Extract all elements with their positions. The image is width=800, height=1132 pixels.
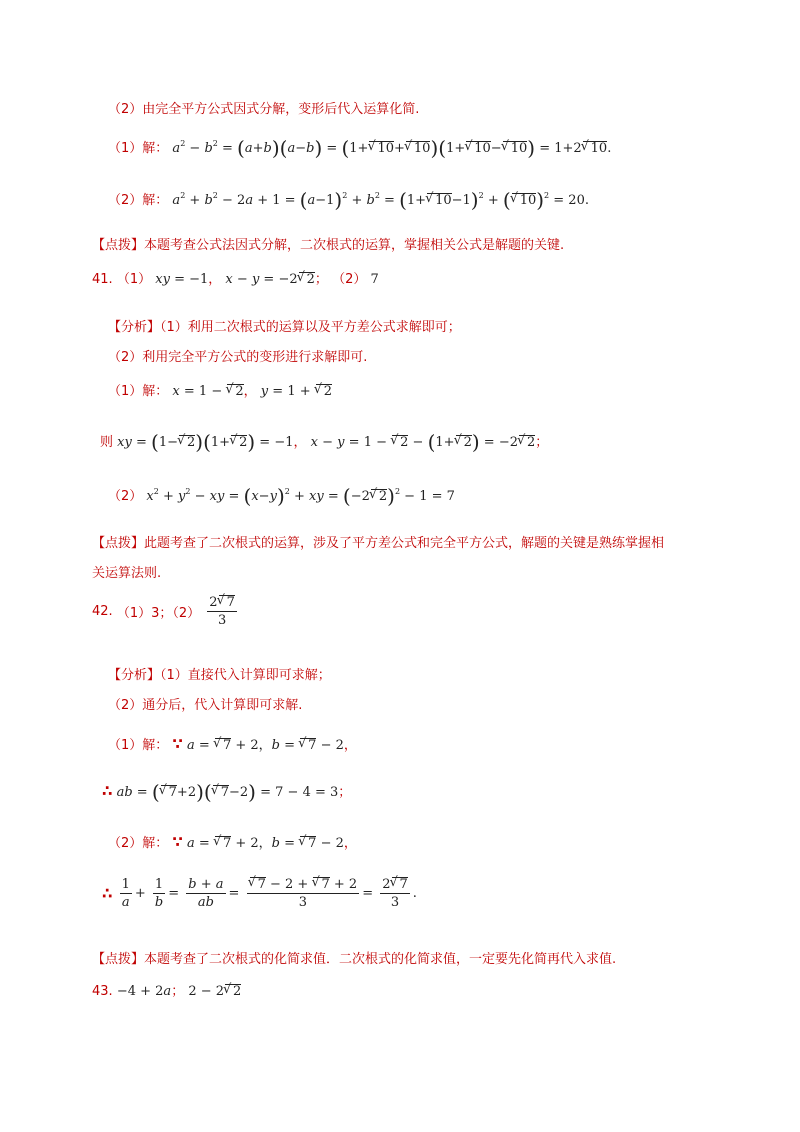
solution-1-line: （1）解： $a^2 - b^2 = (a+b)(a-b) = (1+√$ 10+√ 10)(1+√ 10−√ 10) = 1+2√ 10. <box>108 136 611 160</box>
analysis-41-2: （2）利用完全平方公式的变形进行求解即可. <box>108 350 368 365</box>
solution-42-3-label: （2）解： <box>108 836 169 851</box>
tip-41-b: 关运算法则. <box>92 566 162 581</box>
therefore-symbol: ∴ <box>102 782 113 800</box>
tip-41-a: 【点拨】此题考查了二次根式的运算，涉及了平方差公式和完全平方公式，解题的关键是熟练掌握相 <box>92 536 665 551</box>
because-symbol: ∵ <box>172 735 183 753</box>
solution-1-label: （1）解： <box>108 141 169 156</box>
tip-42: 【点拨】本题考查了二次根式的化简求值．二次根式的化简求值，一定要先化简再代入求值. <box>92 952 617 967</box>
q41-answer2: 7 <box>370 272 379 287</box>
q42-answer-line <box>92 594 240 629</box>
formula-square-sum: $a^2 + b^2 - 2a + 1 = (a-1)^2 + b^2 = (1+√$ 10−1)$^2$ + (√ 10)$^2$ = 20 <box>172 193 584 208</box>
q41-number: 41. <box>92 272 113 287</box>
q41-part1-label: （1） <box>116 272 152 287</box>
q42-answers: （1）3；（2） <box>116 606 201 621</box>
analysis-41-1: 【分析】（1）利用二次根式的运算以及平方差公式求解即可； <box>108 320 461 335</box>
formula-diff-squares: $a^2 - b^2 = (a+b)(a-b) = (1+√$ 10+√ 10)(1+√ 10−√ 10) = 1+2√ 10 <box>172 141 607 156</box>
q42-answer2-fraction: $\frac{2√ 7}{3}$ <box>207 594 237 629</box>
q41-answer-line: 41. （1） xy = −1， x − y = −2√ 2； （2） 7 <box>92 268 379 287</box>
q42-number: 42. <box>92 604 113 619</box>
solution-41-1-label: （1）解： <box>108 384 169 399</box>
q43-number: 43. <box>92 984 113 999</box>
solution-42-1: （1）解： ∵ a = √ 7 + 2，b = √ 7 − 2， <box>108 734 357 753</box>
q41-answer1: xy = −1 <box>155 272 209 287</box>
analysis-42-1: 【分析】（1）直接代入计算即可求解； <box>108 668 331 683</box>
solution-42-1-label: （1）解： <box>108 738 169 753</box>
solution-41-1: （1）解： x = 1 − √ 2， y = 1 + √ 2 <box>108 380 332 399</box>
solution-42-3: （2）解： ∵ a = √ 7 + 2，b = √ 7 − 2， <box>108 832 357 851</box>
q41-answer1b: x − y = −2√ 2 <box>225 272 314 287</box>
because-symbol-2: ∵ <box>172 833 183 851</box>
tip-40: 【点拨】本题考查公式法因式分解，二次根式的运算，掌握相关公式是解题的关键. <box>92 238 565 253</box>
q41-part2-label: （2） <box>332 272 367 287</box>
q43-answer-line: 43. −4 + 2a； 2 − 2√ 2 <box>92 980 241 999</box>
analysis-42-2: （2）通分后，代入计算即可求解. <box>108 698 303 713</box>
solution-42-2: ∴ ab = (√ 7+2)(√ 7−2) = 7 − 4 = 3； <box>102 780 351 804</box>
solution-41-3-label: （2） <box>108 489 143 504</box>
analysis-line-2: （2）由完全平方公式因式分解，变形后代入运算化简. <box>108 102 420 117</box>
solution-2-line: （2）解： $a^2 + b^2 - 2a + 1 = (a-1)^2 + b^2 = (1+√$ 10−1)$^2$ + (√ 10)$^2$ = 20. <box>108 188 589 212</box>
then-label: 则 <box>100 435 114 450</box>
therefore-symbol-2: ∴ <box>102 884 113 903</box>
solution-42-4: ∴ $\frac{1}{a}$ + $\frac{1}{b}$ = $\frac{b + a}{ab}$ = √ $\frac{7 - 2 + √ 7 + 2}{3}$ = $\frac{2√ 7}{3}$ . <box>102 876 417 911</box>
solution-41-3: （2） $x^2 + y^2$ − xy = $(x-y)^2$ + xy = (−2√ 2)$^2$ − 1 = 7 <box>108 484 455 508</box>
solution-2-label: （2）解： <box>108 193 169 208</box>
solution-41-2: 则 xy = (1−√ 2)(1+√ 2) = −1， x − y = 1 − √ 2 − (1+√ 2) = −2√ 2； <box>100 430 548 454</box>
